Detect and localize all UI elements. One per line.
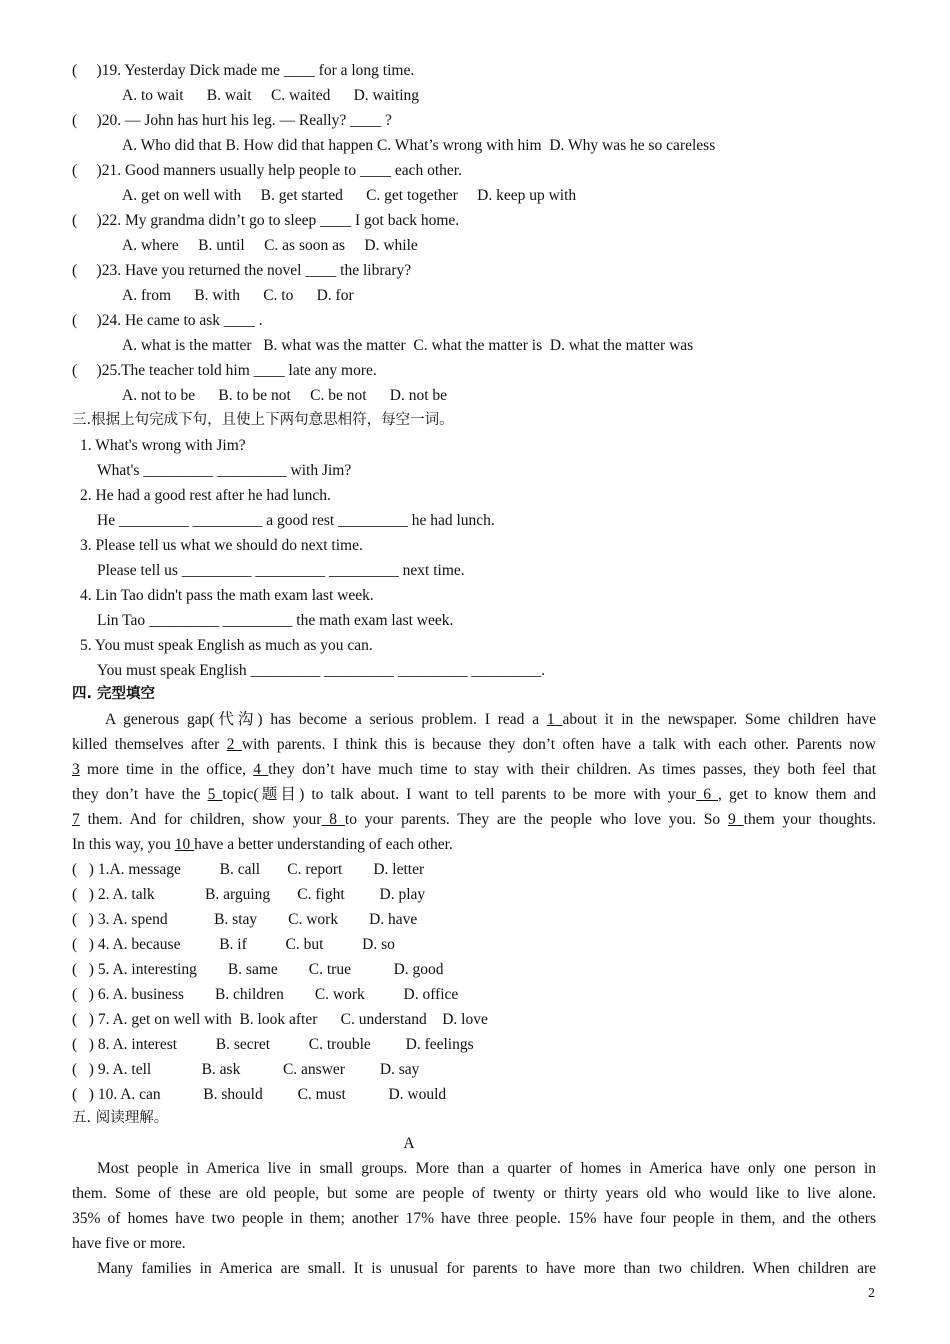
cloze-option-8: ( ) 8. A. interest B. secret C. trouble D. feelings [72, 1036, 474, 1053]
cloze-blank-9: 9 [728, 811, 744, 828]
cloze-blank-6: 6 [696, 786, 719, 803]
reading-line-3: 35% of homes have two people in them; another 17% have three people. 15% have four people in them, and the others [72, 1210, 876, 1227]
rewrite-answer-2: He _________ _________ a good rest _________ he had lunch. [97, 512, 495, 529]
section-4-heading: 四. 完型填空 [72, 686, 156, 702]
options-19: A. to wait B. wait C. waited D. waiting [122, 87, 420, 104]
cloze-line-1: A generous gap(代沟) has become a serious problem. I read a 1 about it in the newspaper. Some children have [105, 711, 877, 728]
options-24: A. what is the matter B. what was the matter C. what the matter is D. what the matter was [122, 337, 694, 354]
cloze-option-9: ( ) 9. A. tell B. ask C. answer D. say [72, 1061, 420, 1078]
reading-line-1: Most people in America live in small groups. More than a quarter of homes in America have only one person in [97, 1160, 876, 1177]
question-23: ( )23. Have you returned the novel ____ the library? [72, 262, 412, 279]
cloze-blank-10: 10 [174, 836, 195, 853]
cloze-line-3: 3 more time in the office, 4 they don’t have much time to stay with their children. As times passes, they both feel that [72, 761, 877, 778]
rewrite-answer-4: Lin Tao _________ _________ the math exam last week. [97, 612, 454, 629]
options-20: A. Who did that B. How did that happen C. What’s wrong with him D. Why was he so careless [122, 137, 716, 154]
rewrite-answer-1: What's _________ _________ with Jim? [97, 462, 352, 479]
cloze-blank-5: 5 [207, 786, 223, 803]
section-3-heading: 三.根据上句完成下句，且使上下两句意思相符，每空一词。 [72, 412, 454, 428]
question-20: ( )20. — John has hurt his leg. — Really? ____ ? [72, 112, 392, 129]
cloze-option-1: ( ) 1.A. message B. call C. report D. letter [72, 861, 425, 878]
cloze-option-4: ( ) 4. A. because B. if C. but D. so [72, 936, 395, 953]
cloze-line-2: killed themselves after 2 with parents. I think this is because they don’t often have a talk with each other. Parents now [72, 736, 876, 753]
cloze-option-5: ( ) 5. A. interesting B. same C. true D. good [72, 961, 444, 978]
reading-line-2: them. Some of these are old people, but some are people of twenty or thirty years old who would like to live alone. [72, 1185, 876, 1202]
rewrite-question-1: 1. What's wrong with Jim? [80, 437, 246, 454]
cloze-blank-1: 1 [546, 711, 563, 728]
cloze-line-5: 7 them. And for children, show your 8 to your parents. They are the people who love you. So 9 them your thoughts. [72, 811, 877, 828]
options-22: A. where B. until C. as soon as D. while [122, 237, 418, 254]
options-21: A. get on well with B. get started C. get together D. keep up with [122, 187, 577, 204]
cloze-option-10: ( ) 10. A. can B. should C. must D. would [72, 1086, 447, 1103]
question-24: ( )24. He came to ask ____ . [72, 312, 263, 329]
page-number: 2 [868, 1286, 875, 1301]
rewrite-answer-3: Please tell us _________ _________ _________ next time. [97, 562, 465, 579]
cloze-option-2: ( ) 2. A. talk B. arguing C. fight D. play [72, 886, 426, 903]
rewrite-question-2: 2. He had a good rest after he had lunch. [80, 487, 331, 504]
options-25: A. not to be B. to be not C. be not D. not be [122, 387, 448, 404]
options-23: A. from B. with C. to D. for [122, 287, 354, 304]
cloze-blank-8: 8 [321, 811, 345, 828]
rewrite-question-3: 3. Please tell us what we should do next time. [80, 537, 363, 554]
question-21: ( )21. Good manners usually help people to ____ each other. [72, 162, 462, 179]
cloze-blank-7: 7 [72, 811, 80, 828]
cloze-line-4: they don’t have the 5 topic(题目) to talk about. I want to tell parents to be more with your 6 , get to know them and [72, 786, 877, 803]
rewrite-question-5: 5. You must speak English as much as you can. [80, 637, 373, 654]
cloze-blank-2: 2 [226, 736, 242, 753]
question-19: ( )19. Yesterday Dick made me ____ for a long time. [72, 62, 415, 79]
reading-line-4: have five or more. [72, 1235, 186, 1252]
cloze-option-6: ( ) 6. A. business B. children C. work D. office [72, 986, 459, 1003]
rewrite-answer-5: You must speak English _________ _________ _________ _________. [97, 662, 545, 679]
cloze-option-3: ( ) 3. A. spend B. stay C. work D. have [72, 911, 418, 928]
cloze-blank-3: 3 [72, 761, 80, 778]
cloze-line-6: In this way, you 10 have a better understanding of each other. [72, 836, 453, 853]
cloze-blank-4: 4 [253, 761, 269, 778]
section-5-heading: 五. 阅读理解。 [72, 1110, 169, 1126]
cloze-option-7: ( ) 7. A. get on well with B. look after C. understand D. love [72, 1011, 488, 1028]
reading-line-5: Many families in America are small. It is unusual for parents to have more than two children. When children are [97, 1260, 876, 1277]
question-25: ( )25.The teacher told him ____ late any more. [72, 362, 377, 379]
question-22: ( )22. My grandma didn’t go to sleep ____ I got back home. [72, 212, 460, 229]
passage-label: A [403, 1135, 415, 1152]
rewrite-question-4: 4. Lin Tao didn't pass the math exam last week. [80, 587, 374, 604]
